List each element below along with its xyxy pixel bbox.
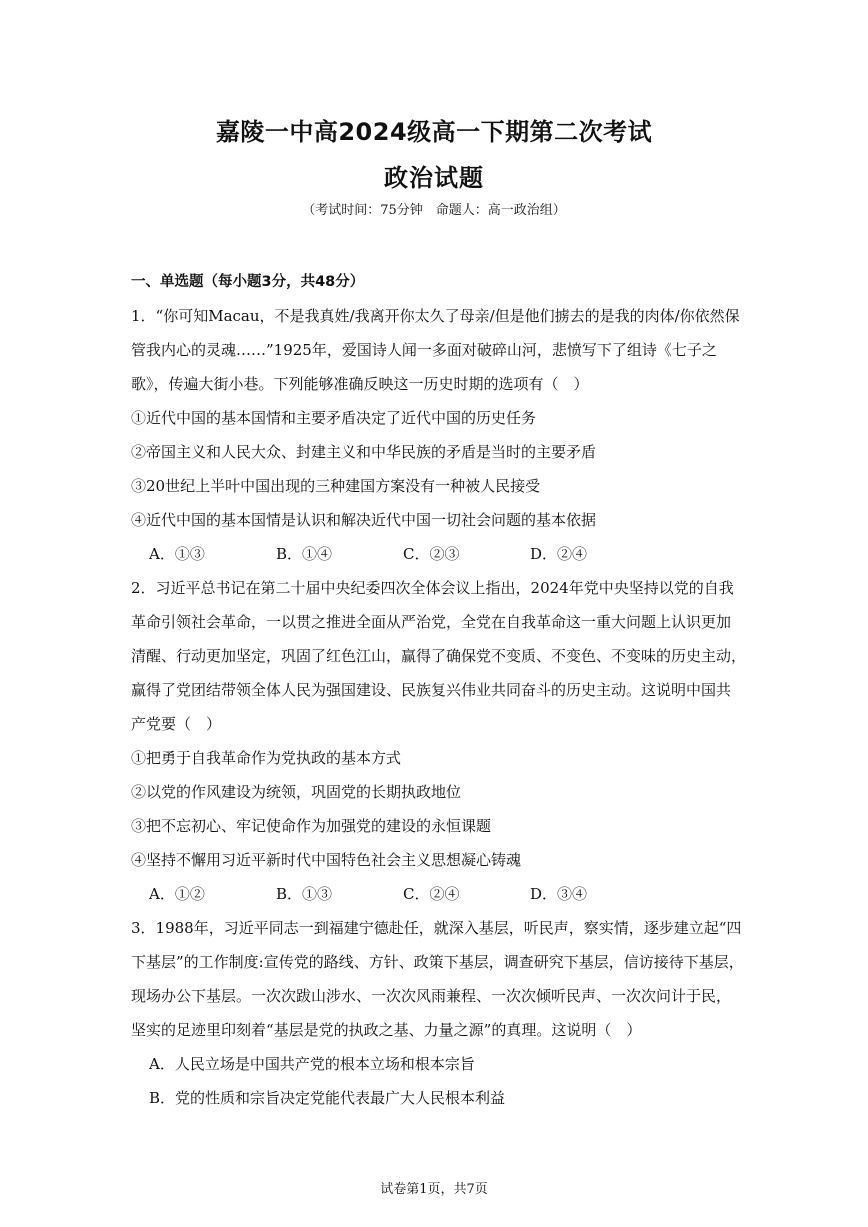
section-heading: 一、单选题（每小题3分，共48分） bbox=[131, 274, 365, 290]
option-b: B．①③ bbox=[276, 885, 333, 903]
subject-title: 政治试题 bbox=[384, 164, 484, 192]
question-3 bbox=[131, 916, 751, 1120]
option-d: D．②④ bbox=[530, 545, 588, 563]
option-a: A．①③ bbox=[149, 545, 205, 563]
question-text-line: 坚实的足迹里印刻着“基层是党的执政之基、力量之源”的真理。这说明（ ） bbox=[131, 1021, 642, 1039]
statement-2: ②以党的作风建设为统领，巩固党的长期执政地位 bbox=[131, 783, 462, 801]
exam-info: （考试时间：75分钟 命题人：高一政治组） bbox=[302, 203, 566, 218]
question-text-line: 1．“你可知Macau，不是我真姓/我离开你太久了母亲/但是他们掳去的是我的肉体/你依然保 bbox=[131, 307, 740, 325]
question-text-line: 管我内心的灵魂……”1925年，爱国诗人闻一多面对破碎山河，悲愤写下了组诗《七子之 bbox=[131, 341, 717, 359]
question-text-line: 革命引领社会革命，一以贯之推进全面从严治党，全党在自我革命这一重大问题上认识更加 bbox=[131, 613, 732, 631]
option-d: D．③④ bbox=[530, 885, 588, 903]
statement-4: ④近代中国的基本国情是认识和解决近代中国一切社会问题的基本依据 bbox=[131, 511, 597, 529]
statement-2: ②帝国主义和人民大众、封建主义和中华民族的矛盾是当时的主要矛盾 bbox=[131, 443, 597, 461]
page-footer: 试卷第1页，共7页 bbox=[380, 1182, 488, 1197]
option-a: A．人民立场是中国共产党的根本立场和根本宗旨 bbox=[149, 1055, 475, 1073]
question-text-line: 2．习近平总书记在第二十届中央纪委四次全体会议上指出，2024年党中央坚持以党的自我 bbox=[131, 579, 734, 597]
statement-1: ①把勇于自我革命作为党执政的基本方式 bbox=[131, 749, 402, 767]
question-text-line: 下基层”的工作制度:宣传党的路线、方针、政策下基层，调查研究下基层，信访接待下基层， bbox=[131, 953, 744, 971]
statement-3: ③20世纪上半叶中国出现的三种建国方案没有一种被人民接受 bbox=[131, 477, 541, 495]
exam-content bbox=[131, 270, 751, 1120]
statement-3: ③把不忘初心、牢记使命作为加强党的建设的永恒课题 bbox=[131, 817, 492, 835]
statement-4: ④坚持不懈用习近平新时代中国特色社会主义思想凝心铸魂 bbox=[131, 851, 522, 869]
question-text-line: 赢得了党团结带领全体人民为强国建设、民族复兴伟业共同奋斗的历史主动。这说明中国共 bbox=[131, 681, 732, 699]
question-text-line: 清醒、行动更加坚定，巩固了红色江山，赢得了确保党不变质、不变色、不变味的历史主动， bbox=[131, 647, 747, 665]
option-a: A．①② bbox=[149, 885, 205, 903]
exam-title: 嘉陵一中高2024级高一下期第二次考试 bbox=[215, 118, 653, 146]
option-b: B．①④ bbox=[276, 545, 333, 563]
question-text-line: 产党要（ ） bbox=[131, 715, 222, 733]
option-c: C．②④ bbox=[403, 885, 460, 903]
option-b: B．党的性质和宗旨决定党能代表最广大人民根本利益 bbox=[149, 1089, 506, 1107]
statement-1: ①近代中国的基本国情和主要矛盾决定了近代中国的历史任务 bbox=[131, 409, 537, 427]
answer-options bbox=[131, 882, 751, 916]
question-2 bbox=[131, 576, 751, 916]
question-text-line: 现场办公下基层。一次次跋山涉水、一次次风雨兼程、一次次倾听民声、一次次问计于民， bbox=[131, 987, 732, 1005]
question-text-line: 歌》，传遍大街小巷。下列能够准确反映这一历史时期的选项有（ ） bbox=[131, 375, 589, 393]
answer-options bbox=[131, 542, 751, 576]
option-c: C．②③ bbox=[403, 545, 460, 563]
question-1 bbox=[131, 304, 751, 576]
question-text-line: 3．1988年，习近平同志一到福建宁德赴任，就深入基层，听民声，察实情，逐步建立起“四 bbox=[131, 919, 742, 937]
